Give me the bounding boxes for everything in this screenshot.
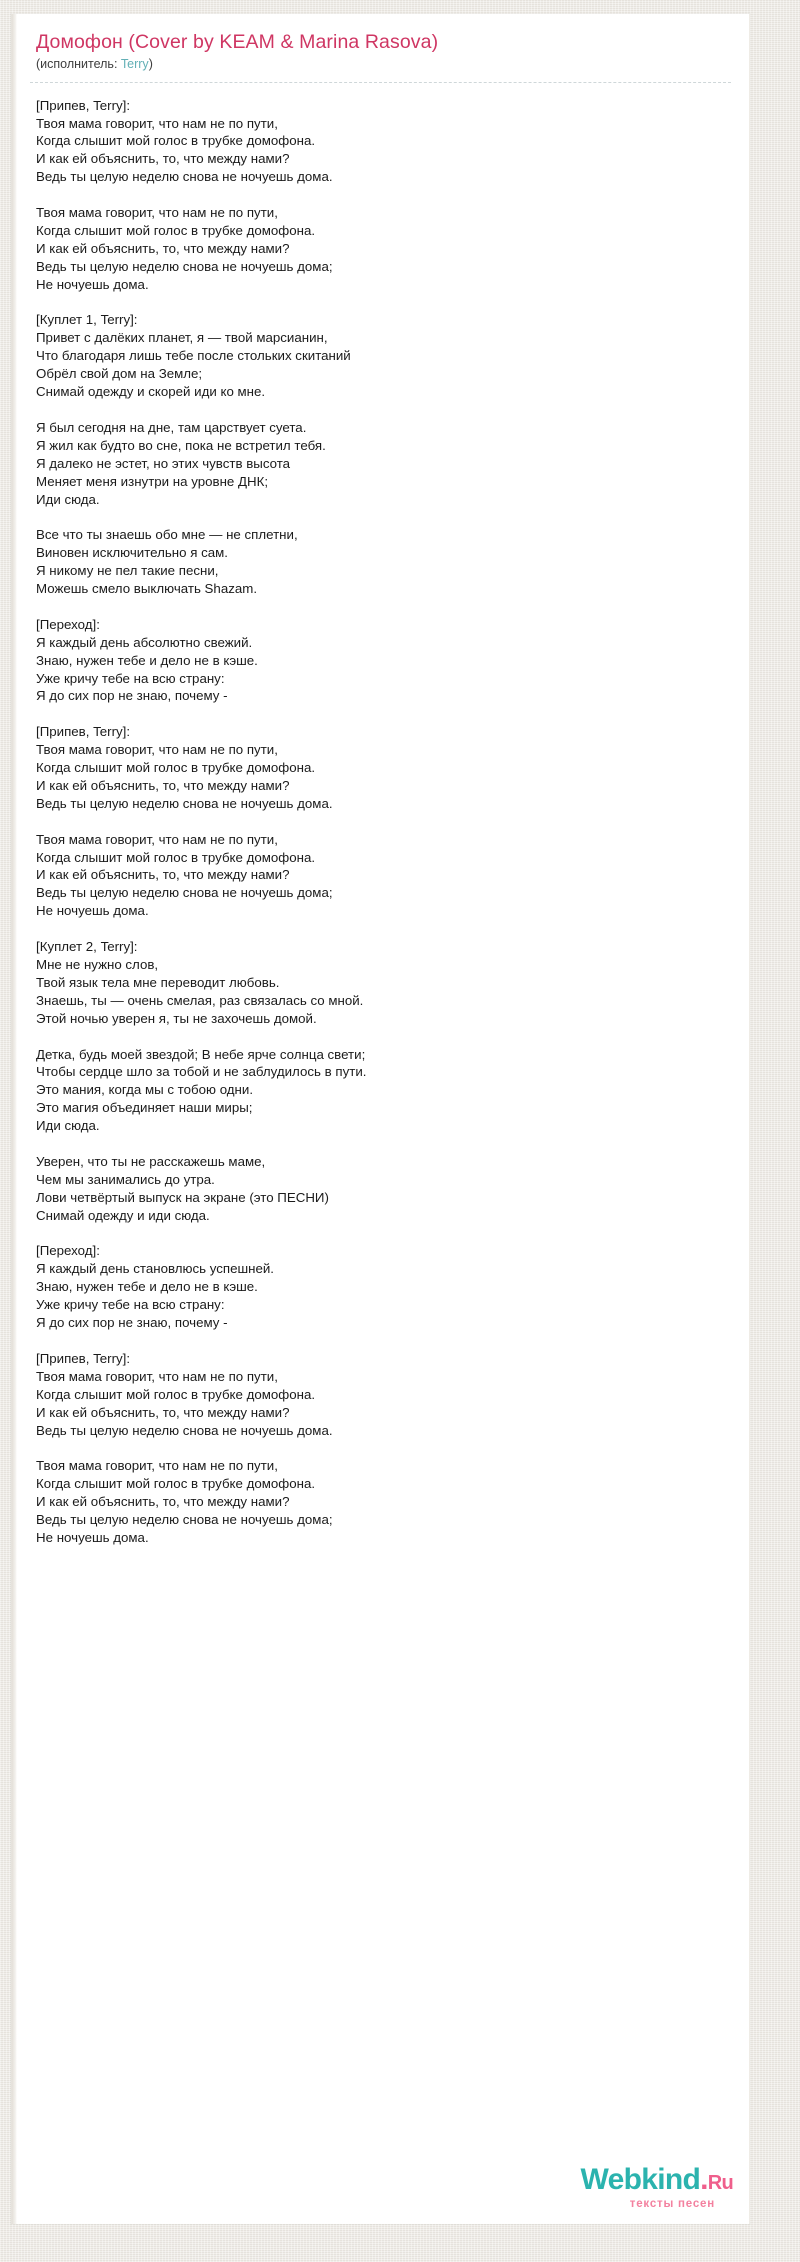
lyrics-line: Когда слышит мой голос в трубке домофона. xyxy=(36,1476,316,1492)
lyrics-line: Уверен, что ты не расскажешь маме, xyxy=(36,1153,266,1169)
lyrics-line: Можешь смело выключать Shazam. xyxy=(36,581,258,597)
lyrics-line: Я до сих пор не знаю, почему - xyxy=(36,1315,228,1331)
artist-link[interactable]: Terry xyxy=(120,57,149,72)
lyrics-line: Ведь ты целую неделю снова не ночуешь дома; xyxy=(36,258,333,274)
site-logo-name: Webkind xyxy=(580,2162,701,2196)
lyrics-line: И как ей объяснить, то, что между нами? xyxy=(36,1494,290,1510)
lyrics-line: [Переход]: xyxy=(36,1243,100,1259)
lyrics-line: Этой ночью уверен я, ты не захочешь домой. xyxy=(36,1010,317,1026)
lyrics-line: Я каждый день абсолютно свежий. xyxy=(36,634,253,650)
lyrics-line: Чем мы занимались до утра. xyxy=(36,1171,215,1187)
lyrics-line: И как ей объяснить, то, что между нами? xyxy=(36,240,290,256)
lyrics-line: Мне не нужно слов, xyxy=(36,957,159,972)
lyrics-stanza xyxy=(36,1046,731,1136)
lyrics-line: Твой язык тела мне переводит любовь. xyxy=(36,974,280,990)
lyrics-line: Обрёл свой дом на Земле; xyxy=(36,366,203,382)
lyrics-line: [Припев, Terry]: xyxy=(36,1350,131,1366)
lyrics-line: Меняет меня изнутри на уровне ДНК; xyxy=(36,473,269,489)
lyrics-line: Это мания, когда мы с тобою одни. xyxy=(36,1082,254,1098)
lyrics-line: Твоя мама говорит, что нам не по пути, xyxy=(36,205,278,221)
lyrics-line: Я до сих пор не знаю, почему - xyxy=(36,688,228,704)
lyrics-line: Я жил как будто во сне, пока не встретил тебя. xyxy=(36,437,326,453)
lyrics-line: Ведь ты целую неделю снова не ночуешь дома; xyxy=(36,885,333,901)
lyrics-line: Все что ты знаешь обо мне — не сплетни, xyxy=(36,527,298,543)
lyrics-stanza xyxy=(36,616,731,706)
lyrics-line: Ведь ты целую неделю снова не ночуешь дома; xyxy=(36,1512,333,1528)
song-header xyxy=(30,30,731,83)
lyrics-line: И как ей объяснить, то, что между нами? xyxy=(36,867,290,883)
lyrics-stanza xyxy=(36,419,731,509)
lyrics-line: Я был сегодня на дне, там царствует суета. xyxy=(36,419,307,435)
lyrics-line: Знаю, нужен тебе и дело не в кэше. xyxy=(36,1279,258,1295)
lyrics-stanza xyxy=(36,204,731,294)
lyrics-line: Детка, будь моей звездой; В небе ярче солнца свети; xyxy=(36,1046,366,1062)
lyrics-line: Уже кричу тебе на всю страну: xyxy=(36,1297,225,1313)
lyrics-line: Иди сюда. xyxy=(36,491,100,507)
site-logo[interactable] xyxy=(580,2162,733,2211)
lyrics-line: Твоя мама говорит, что нам не по пути, xyxy=(36,1368,278,1384)
lyrics-stanza xyxy=(36,1350,731,1440)
artist-prefix-label: (исполнитель: xyxy=(36,57,121,72)
lyrics-line: Знаешь, ты — очень смелая, раз связалась со мной. xyxy=(36,992,364,1008)
lyrics-line: Когда слышит мой голос в трубке домофона. xyxy=(36,133,316,149)
lyrics-stanza xyxy=(36,1457,731,1547)
lyrics-line: Снимай одежду и скорей иди ко мне. xyxy=(36,384,266,400)
lyrics-line: И как ей объяснить, то, что между нами? xyxy=(36,777,290,793)
lyrics-line: Привет с далёких планет, я — твой марсианин, xyxy=(36,330,328,346)
site-logo-subtitle: тексты песен xyxy=(629,2197,715,2210)
lyrics-line: Ведь ты целую неделю снова не ночуешь дома. xyxy=(36,169,333,185)
lyrics-line: Виновен исключительно я сам. xyxy=(36,545,229,561)
lyrics-stanza xyxy=(36,723,731,813)
lyrics-line: Лови четвёртый выпуск на экране (это ПЕСНИ) xyxy=(36,1189,329,1205)
lyrics-line: Чтобы сердце шло за тобой и не заблудилось в пути. xyxy=(36,1064,367,1080)
lyrics-line: Что благодаря лишь тебе после стольких скитаний xyxy=(36,348,351,364)
lyrics-stanza xyxy=(36,938,731,1028)
lyrics-stanza xyxy=(36,311,731,401)
lyrics-line: Твоя мама говорит, что нам не по пути, xyxy=(36,115,278,131)
lyrics-line: Когда слышит мой голос в трубке домофона. xyxy=(36,222,316,238)
lyrics-line: И как ей объяснить, то, что между нами? xyxy=(36,1404,290,1420)
lyrics-line: Ведь ты целую неделю снова не ночуешь дома. xyxy=(36,795,333,811)
site-logo-wordmark xyxy=(580,2162,733,2198)
lyrics-stanza xyxy=(36,1242,731,1332)
artist-suffix-label: ) xyxy=(148,57,153,72)
lyrics-line: [Куплет 2, Terry]: xyxy=(36,939,138,955)
lyrics-stanza xyxy=(36,526,731,598)
page-title: Домофон (Cover by KEAM & Marina Rasova) xyxy=(36,31,439,53)
site-logo-dot: . xyxy=(700,2162,708,2196)
lyrics-line: Не ночуешь дома. xyxy=(36,276,149,292)
lyrics-sheet xyxy=(11,14,750,2224)
artist-line xyxy=(36,56,731,75)
lyrics-line: Не ночуешь дома. xyxy=(36,903,149,919)
lyrics-line: [Куплет 1, Terry]: xyxy=(36,312,138,328)
lyrics-line: Не ночуешь дома. xyxy=(36,1529,149,1545)
lyrics-line: Когда слышит мой голос в трубке домофона. xyxy=(36,1386,316,1402)
lyrics-line: Я никому не пел такие песни, xyxy=(36,563,219,579)
lyrics-line: Я далеко не эстет, но этих чувств высота xyxy=(36,455,291,471)
lyrics-stanza xyxy=(36,1153,731,1225)
lyrics-line: Твоя мама говорит, что нам не по пути, xyxy=(36,831,278,847)
lyrics-line: Это магия объединяет наши миры; xyxy=(36,1100,253,1116)
lyrics-stanza xyxy=(36,97,731,187)
lyrics-line: Твоя мама говорит, что нам не по пути, xyxy=(36,1458,278,1474)
lyrics-line: Знаю, нужен тебе и дело не в кэше. xyxy=(36,652,258,668)
lyrics-line: [Переход]: xyxy=(36,616,100,632)
lyrics-stanza xyxy=(36,831,731,921)
site-logo-tld: Ru xyxy=(707,2171,733,2194)
lyrics-body xyxy=(30,97,731,1547)
lyrics-line: Твоя мама говорит, что нам не по пути, xyxy=(36,742,278,758)
lyrics-line: Иди сюда. xyxy=(36,1118,100,1134)
lyrics-line: Ведь ты целую неделю снова не ночуешь дома. xyxy=(36,1422,333,1438)
lyrics-line: [Припев, Terry]: xyxy=(36,97,131,113)
lyrics-line: [Припев, Terry]: xyxy=(36,724,131,740)
lyrics-line: Когда слышит мой голос в трубке домофона. xyxy=(36,849,316,865)
lyrics-line: Снимай одежду и иди сюда. xyxy=(36,1207,210,1223)
lyrics-line: И как ей объяснить, то, что между нами? xyxy=(36,151,290,167)
lyrics-line: Уже кричу тебе на всю страну: xyxy=(36,670,225,686)
lyrics-line: Когда слышит мой голос в трубке домофона. xyxy=(36,760,316,776)
lyrics-line: Я каждый день становлюсь успешней. xyxy=(36,1261,275,1277)
